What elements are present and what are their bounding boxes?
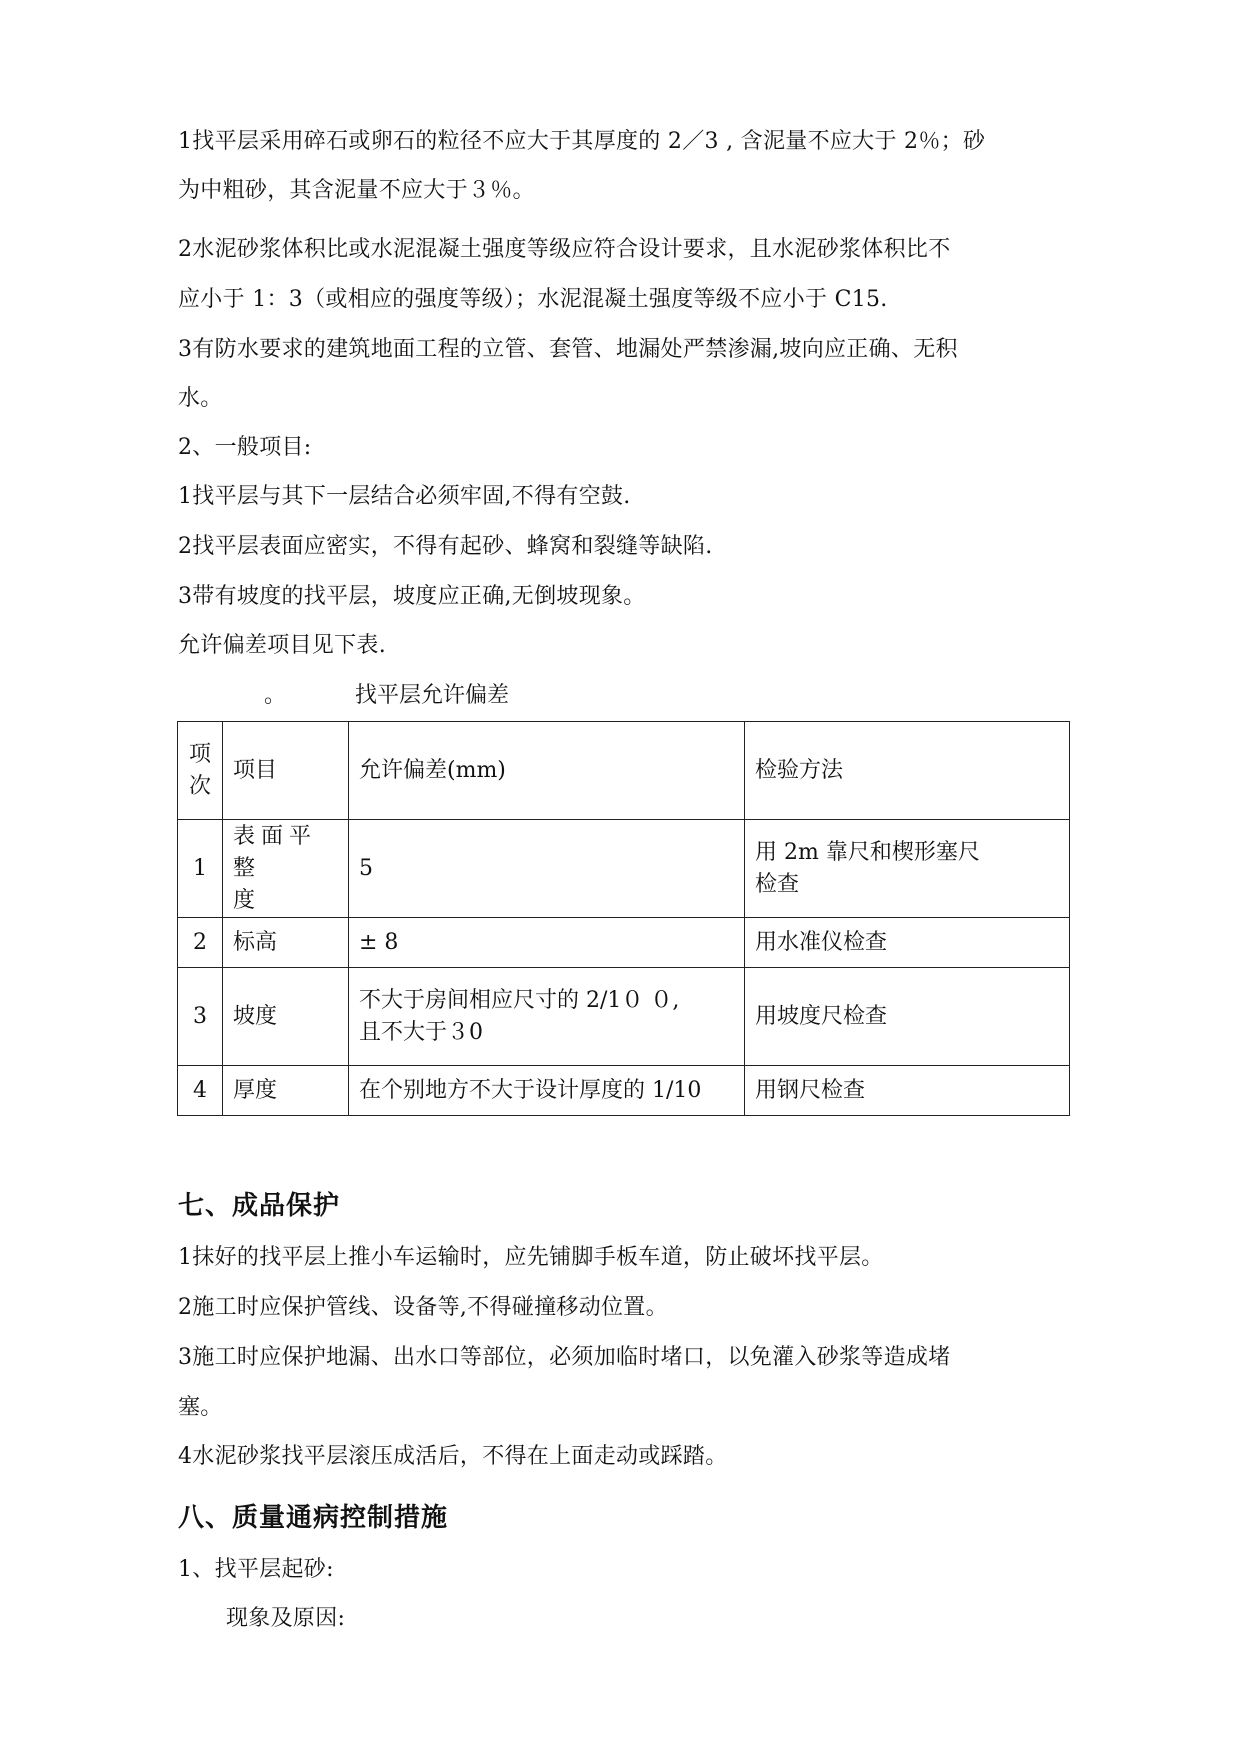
- paragraph: 应小于 1：3（或相应的强度等级）；水泥混凝土强度等级不应小于 C15.: [178, 287, 888, 312]
- cell-tolerance: 在个别地方不大于设计厚度的 1/10: [349, 1066, 745, 1116]
- cell-item: 标高: [223, 918, 349, 968]
- table-row: [178, 968, 1070, 1066]
- header-cell-item: 项目: [223, 722, 349, 820]
- paragraph: 允许偏差项目见下表.: [178, 633, 386, 658]
- table-row: [178, 918, 1070, 968]
- cell-tolerance: ± 8: [349, 918, 745, 968]
- cell-no: 2: [178, 918, 223, 968]
- paragraph: 3带有坡度的找平层，坡度应正确,无倒坡现象。: [178, 584, 646, 609]
- paragraph: 1找平层采用碎石或卵石的粒径不应大于其厚度的 2／3 , 含泥量不应大于 2％；砂: [178, 129, 986, 154]
- paragraph: 1抹好的找平层上推小车运输时，应先铺脚手板车道，防止破坏找平层。: [178, 1245, 884, 1270]
- caption-mark: 。: [264, 683, 287, 708]
- cell-item: 厚度: [223, 1066, 349, 1116]
- cell-no: 3: [178, 968, 223, 1066]
- paragraph: 为中粗砂，其含泥量不应大于３％。: [178, 178, 535, 203]
- cell-tolerance: 5: [349, 820, 745, 918]
- paragraph: 3施工时应保护地漏、出水口等部位，必须加临时堵口，以免灌入砂浆等造成堵: [178, 1345, 951, 1370]
- table-caption: 找平层允许偏差: [355, 683, 510, 708]
- paragraph: 塞。: [178, 1395, 223, 1420]
- cell-no: 1: [178, 820, 223, 918]
- paragraph: 水。: [178, 386, 223, 411]
- paragraph: 2、一般项目:: [178, 435, 312, 460]
- paragraph: 3有防水要求的建筑地面工程的立管、套管、地漏处严禁渗漏,坡向应正确、无积: [178, 337, 958, 362]
- cell-method: 用 2m 靠尺和楔形塞尺 检查: [745, 820, 1070, 918]
- paragraph: 4水泥砂浆找平层滚压成活后，不得在上面走动或踩踏。: [178, 1444, 728, 1469]
- paragraph: 2水泥砂浆体积比或水泥混凝土强度等级应符合设计要求，且水泥砂浆体积比不: [178, 237, 951, 262]
- cell-method: 用水准仪检查: [745, 918, 1070, 968]
- header-cell-tolerance: 允许偏差(mm): [349, 722, 745, 820]
- header-cell-method: 检验方法: [745, 722, 1070, 820]
- section-heading: 八、质量通病控制措施: [178, 1503, 449, 1533]
- table-row: [178, 1066, 1070, 1116]
- paragraph: 1、找平层起砂:: [178, 1557, 334, 1582]
- header-cell-no: 项 次: [178, 722, 223, 820]
- paragraph: 2施工时应保护管线、设备等,不得碰撞移动位置。: [178, 1295, 668, 1320]
- cell-method: 用钢尺检查: [745, 1066, 1070, 1116]
- paragraph: 1找平层与其下一层结合必须牢固,不得有空鼓.: [178, 484, 631, 509]
- cell-item: 表面平整 度: [223, 820, 349, 918]
- section-heading: 七、成品保护: [178, 1191, 341, 1221]
- table-row: [178, 820, 1070, 918]
- paragraph: 现象及原因:: [226, 1606, 346, 1631]
- cell-no: 4: [178, 1066, 223, 1116]
- cell-tolerance: 不大于房间相应尺寸的 2/1０ ０, 且不大于３0: [349, 968, 745, 1066]
- cell-method: 用坡度尺检查: [745, 968, 1070, 1066]
- paragraph: 2找平层表面应密实，不得有起砂、蜂窝和裂缝等缺陷.: [178, 534, 713, 559]
- table-header-row: [178, 722, 1070, 820]
- cell-item: 坡度: [223, 968, 349, 1066]
- tolerance-table: [177, 721, 1070, 1116]
